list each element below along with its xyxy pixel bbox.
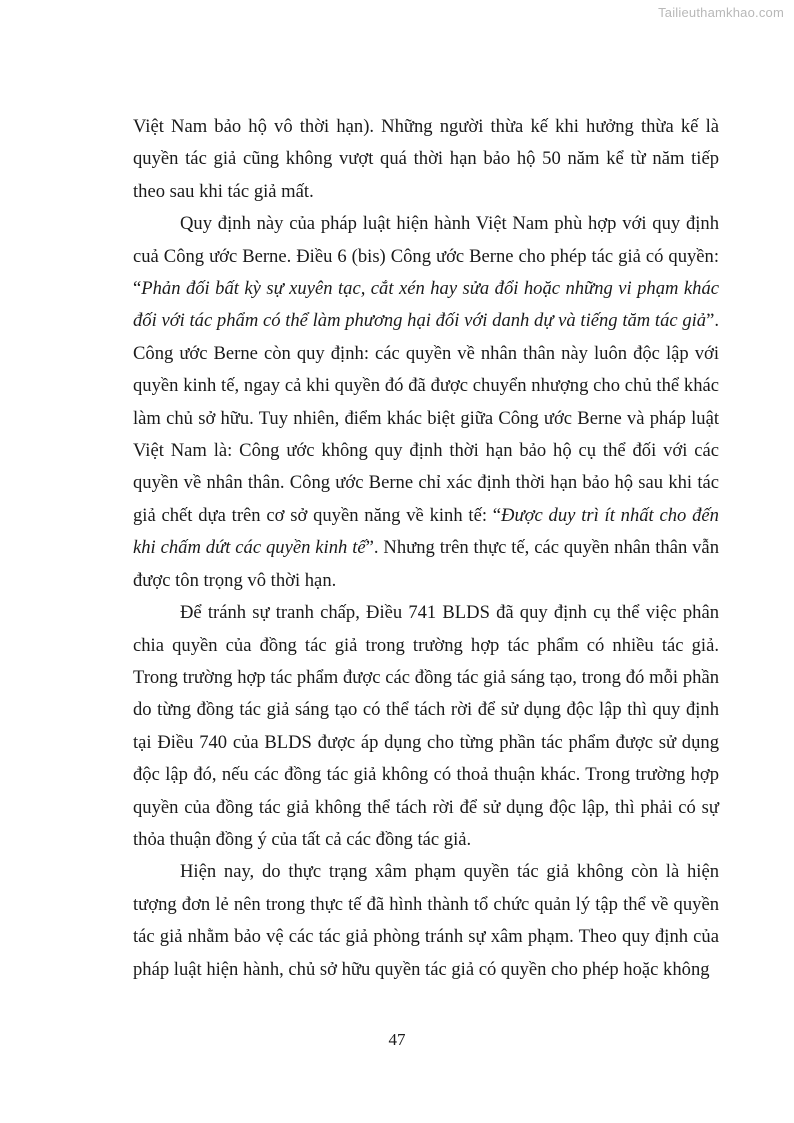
- paragraph-collective-management: [133, 856, 719, 986]
- page-number: 47: [388, 1030, 406, 1049]
- text-segment: ”. Nhưng trên thực tế, các quyền nhân thân vẫn được tôn trọng vô thời hạn.: [133, 537, 719, 591]
- text-segment: Hiện nay, do thực trạng xâm phạm quyền tác giả không còn là hiện tượng đơn lẻ nên trong thực tế đã hình thành tổ chức quản lý tập thể về quyền tác giả nhằm bảo vệ các tác giả phòng tránh sự xâm phạm. Theo quy định của pháp luật hiện hành, chủ sở hữu quyền tác giả có quyền cho phép hoặc không: [133, 861, 719, 980]
- document-body: [133, 111, 719, 986]
- text-segment: Để tránh sự tranh chấp, Điều 741 BLDS đã quy định cụ thể việc phân chia quyền của đồng tác giả trong trường hợp tác phẩm có nhiều tác giả. Trong trường hợp tác phẩm được các đồng tác giả sáng tạo, trong đó mỗi phần do từng đồng tác giả sáng tạo có thể tách rời để sử dụng độc lập thì quy định tại Điều 740 của BLDS được áp dụng cho từng phần tác phẩm được sử dụng độc lập đó, nếu các đồng tác giả không có thoả thuận khác. Trong trường hợp quyền của đồng tác giả không thể tách rời để sử dụng độc lập, thì phải có sự thỏa thuận đồng ý của tất cả các đồng tác giả.: [133, 602, 719, 850]
- paragraph-berne-convention: [133, 208, 719, 597]
- quote-italic: Phản đối bất kỳ sự xuyên tạc, cắt xén hay sửa đổi hoặc những vi phạm khác đối với tác phẩm có thể làm phương hại đối với danh dự và tiếng tăm tác giả: [133, 278, 719, 332]
- paragraph-continuation: [133, 111, 719, 208]
- text-segment: Việt Nam bảo hộ vô thời hạn). Những người thừa kế khi hưởng thừa kế là quyền tác giả cũng không vượt quá thời hạn bảo hộ 50 năm kể từ năm tiếp theo sau khi tác giả mất.: [133, 116, 719, 202]
- watermark-text: Tailieuthamkhao.com: [658, 5, 784, 20]
- paragraph-co-authors: [133, 597, 719, 856]
- quote-italic: Được duy trì ít nhất cho đến khi chấm dứt các quyền kinh tế: [133, 504, 719, 559]
- text-segment: ”. Công ước Berne còn quy định: các quyền về nhân thân này luôn độc lập với quyền kinh tế, ngay cả khi quyền đó đã được chuyển nhượng cho chủ thể khác làm chủ sở hữu. Tuy nhiên, điểm khác biệt giữa Công ước Berne và pháp luật Việt Nam là: Công ước không quy định thời hạn bảo hộ cụ thể đối với các quyền về nhân thân. Công ước Berne chỉ xác định thời hạn bảo hộ sau khi tác giả chết dựa trên cơ sở quyền năng về kinh tế: “: [133, 310, 719, 526]
- text-segment: Quy định này của pháp luật hiện hành Việt Nam phù hợp với quy định cuả Công ước Berne. Điều 6 (bis) Công ước Berne cho phép tác giả có quyền: “: [133, 213, 719, 300]
